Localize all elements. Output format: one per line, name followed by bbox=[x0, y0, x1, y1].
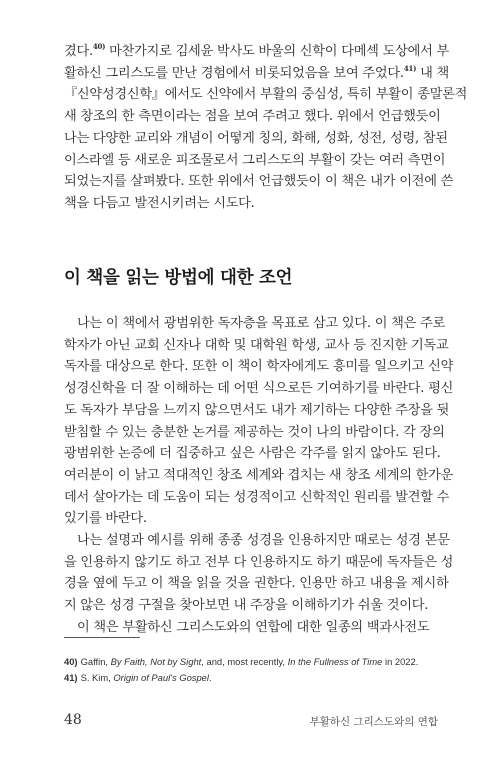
text-line: 활하신 그리스도를 만난 경험에서 비롯되었음을 보여 주었다.$^{41)}$ 내 책 bbox=[64, 63, 450, 81]
text-line: 학자가 아닌 교회 신자나 대학 및 대학원 학생, 교사 등 진지한 기독교 bbox=[64, 337, 449, 353]
text-line: 을 인용하지 않기도 하고 전부 다 인용하지도 하기 때문에 독자들은 성 bbox=[64, 554, 454, 570]
main-paragraphs bbox=[64, 313, 454, 639]
footnotes bbox=[64, 654, 444, 686]
footnote-ref[interactable]: 40) bbox=[92, 42, 106, 51]
footnote-ref[interactable]: 41) bbox=[403, 63, 417, 73]
text-line: 나는 설명과 예시를 위해 종종 성경을 인용하지만 때로는 성경 본문 bbox=[77, 533, 450, 549]
text-line: 새 창조의 한 측면이라는 점을 보여 주려고 했다. 위에서 언급했듯이 bbox=[64, 109, 441, 125]
text-line: 지 않은 성경 구절을 찾아보면 내 주장을 이해하기가 쉬울 것이다. bbox=[64, 598, 429, 614]
text-line: 있기를 바란다. bbox=[64, 511, 147, 527]
text-line: 되었는지를 살펴봤다. 또한 위에서 언급했듯이 이 책은 내가 이전에 쓴 bbox=[64, 174, 454, 190]
page-number: 48 bbox=[64, 712, 82, 728]
footnote: 41) S. Kim, Origin of Paul's Gospel. bbox=[64, 672, 212, 683]
section-heading: 이 책을 읽는 방법에 대한 조언 bbox=[64, 268, 293, 288]
text-line: 『신약성경신학』에서도 신약에서 부활의 중심성, 특히 부활이 종말론적 bbox=[64, 87, 468, 103]
text-line: 이스라엘 등 새로운 피조물로서 그리스도의 부활이 갖는 여러 측면이 bbox=[64, 152, 446, 168]
footnote-number: 40) bbox=[64, 656, 78, 667]
text-line: 겼다.$^{40)}$ 마찬가지로 김세윤 박사도 바울의 신학이 다메섹 도상에서 부 bbox=[64, 42, 449, 59]
text-line: 이 책은 부활하신 그리스도와의 연합에 대한 일종의 백과사전도 bbox=[77, 619, 430, 635]
text-line: 성경신학을 더 잘 이해하는 데 어떤 식으로든 기여하기를 바란다. 평신 bbox=[64, 381, 454, 397]
footnote-divider bbox=[64, 637, 140, 638]
text-line: 나는 다양한 교리와 개념이 어떻게 칭의, 화해, 성화, 성전, 성령, 참된 bbox=[64, 130, 448, 146]
text-line: 광범위한 논증에 더 집중하고 싶은 사람은 각주를 읽지 않아도 된다. bbox=[64, 446, 441, 462]
text-line: 나는 이 책에서 광범위한 독자층을 목표로 삼고 있다. 이 책은 주로 bbox=[77, 316, 446, 331]
text-line: 경을 옆에 두고 이 책을 읽을 것을 권한다. 인용만 하고 내용을 제시하 bbox=[64, 576, 449, 592]
footnote: 40) Gaffin, By Faith, Not by Sight, and, most recently, In the Fullness of Time in 2022. bbox=[64, 656, 419, 667]
running-title: 부활하신 그리스도와의 연합 bbox=[309, 716, 438, 728]
text-line: 받침할 수 있는 충분한 논거를 제공하는 것이 나의 바람이다. 각 장의 bbox=[64, 424, 445, 440]
text-line: 도 독자가 부담을 느끼지 않으면서도 내가 제기하는 다양한 주장을 뒷 bbox=[64, 402, 450, 418]
top-paragraph bbox=[64, 41, 468, 215]
text-line: 여러분이 이 낡고 적대적인 창조 세계와 겹치는 새 창조 세계의 한가운 bbox=[64, 467, 454, 483]
text-line: 데서 살아가는 데 도움이 되는 성경적이고 신학적인 원리를 발견할 수 bbox=[64, 489, 450, 505]
text-line: 책을 다듬고 발전시키려는 시도다. bbox=[64, 195, 255, 211]
text-line: 독자를 대상으로 한다. 또한 이 책이 학자에게도 흥미를 일으키고 신약 bbox=[64, 359, 454, 375]
footnote-number: 41) bbox=[64, 672, 78, 683]
